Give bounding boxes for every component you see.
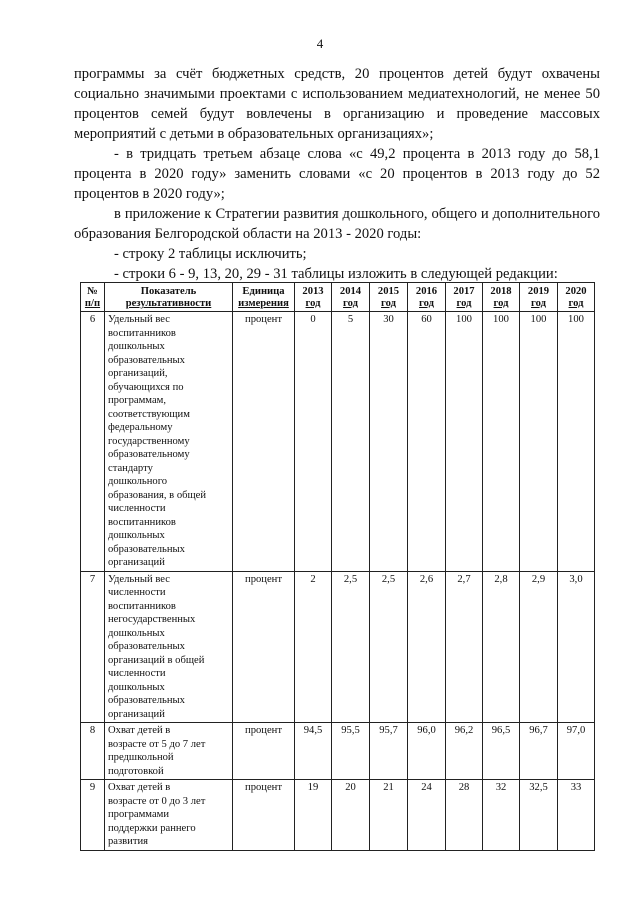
indicator-name-line: дошкольных xyxy=(108,627,165,639)
indicator-name-line: негосударственных xyxy=(108,614,196,625)
indicator-name-line: поддержки раннего xyxy=(108,822,196,834)
indicator-name xyxy=(105,312,233,572)
header-year-2015: 2015 год xyxy=(370,283,408,312)
value-cell: 19 xyxy=(295,780,332,851)
value-cell: 94,5 xyxy=(295,723,332,780)
indicator-name-line: Удельный вес xyxy=(108,314,170,325)
value-cell: 2,8 xyxy=(483,571,520,723)
indicator-name-line: дошкольных xyxy=(108,530,165,541)
header-unit: Единица измерения xyxy=(233,283,295,312)
indicator-name-line: образовательных xyxy=(108,354,185,366)
value-cell: 0 xyxy=(295,312,332,572)
header-year-2019: 2019 год xyxy=(520,283,558,312)
paragraph-appendix: в приложение к Стратегии развития дошкольного, общего и дополнительного образования Белгородской области на 2013 - 2020 годы: xyxy=(74,206,600,242)
value-cell: 2,5 xyxy=(332,571,370,723)
value-cell: 30 xyxy=(370,312,408,572)
indicator-name-line: государственному xyxy=(108,435,190,447)
header-year-2016: 2016 год xyxy=(408,283,446,312)
table-header-row xyxy=(81,283,595,312)
unit-cell: процент xyxy=(233,312,295,572)
value-cell: 2,5 xyxy=(370,571,408,723)
indicator-name-line: программами xyxy=(108,809,170,820)
paragraph-continuation: программы за счёт бюджетных средств, 20 процентов детей будут охвачены социально значимыми проектами с использованием медиатехнологий, не менее 50 процентов семей будут вовлечены в организацию и проведение массовых мероприятий с детьми в образовательных организациях»; xyxy=(74,66,600,142)
unit-cell: процент xyxy=(233,723,295,780)
value-cell: 32 xyxy=(483,780,520,851)
indicator-name-line: федеральному xyxy=(108,422,173,433)
header-year-2017: 2017 год xyxy=(446,283,483,312)
value-cell: 3,0 xyxy=(558,571,595,723)
value-cell: 96,7 xyxy=(520,723,558,780)
value-cell: 96,5 xyxy=(483,723,520,780)
indicator-name xyxy=(105,723,233,780)
indicator-name-line: численности xyxy=(108,587,166,598)
page-number: 4 xyxy=(316,36,324,51)
value-cell: 100 xyxy=(558,312,595,572)
header-indicator: Показатель результативности xyxy=(105,283,233,312)
indicator-name-line: программам, xyxy=(108,395,166,406)
indicator-name-line: стандарту xyxy=(108,462,153,474)
indicator-name xyxy=(105,780,233,851)
header-year-2020: 2020 год xyxy=(558,283,595,312)
row-number: 9 xyxy=(81,780,105,851)
indicator-name-line: возрасте от 5 до 7 лет xyxy=(108,738,206,750)
value-cell: 95,5 xyxy=(332,723,370,780)
indicator-name-line: Охват детей в xyxy=(108,725,171,736)
value-cell: 5 xyxy=(332,312,370,572)
table-row xyxy=(81,571,595,723)
indicator-name-line: организаций xyxy=(108,557,165,568)
indicator-name-line: возрасте от 0 до 3 лет xyxy=(108,795,206,807)
paragraph-remove-row: - строку 2 таблицы исключить; xyxy=(114,246,307,262)
row-number: 6 xyxy=(81,312,105,572)
value-cell: 100 xyxy=(446,312,483,572)
value-cell: 96,2 xyxy=(446,723,483,780)
indicator-name-line: воспитанников xyxy=(108,327,176,339)
indicator-name-line: воспитанников xyxy=(108,516,176,528)
indicator-name-line: Охват детей в xyxy=(108,782,171,793)
value-cell: 2 xyxy=(295,571,332,723)
header-year-2014: 2014 год xyxy=(332,283,370,312)
header-num: № п/п xyxy=(81,283,105,312)
indicator-name-line: численности xyxy=(108,503,166,514)
unit-cell: процент xyxy=(233,571,295,723)
value-cell: 21 xyxy=(370,780,408,851)
value-cell: 2,7 xyxy=(446,571,483,723)
value-cell: 2,6 xyxy=(408,571,446,723)
indicator-name-line: подготовкой xyxy=(108,765,164,777)
paragraph-amendment-33: - в тридцать третьем абзаце слова «с 49,2 процента в 2013 году до 58,1 процента в 2020 году» заменить словами «с 20 процентов в 2013 году до 52 процентов в 2020 году»; xyxy=(74,146,600,202)
indicator-name-line: образовательных xyxy=(108,695,185,706)
table-row xyxy=(81,723,595,780)
indicator-name-line: численности xyxy=(108,668,166,679)
value-cell: 32,5 xyxy=(520,780,558,851)
table-row xyxy=(81,780,595,851)
value-cell: 96,0 xyxy=(408,723,446,780)
header-year-2018: 2018 год xyxy=(483,283,520,312)
value-cell: 100 xyxy=(520,312,558,572)
value-cell: 28 xyxy=(446,780,483,851)
value-cell: 97,0 xyxy=(558,723,595,780)
indicator-name-line: образовательных xyxy=(108,641,185,652)
table-row xyxy=(81,312,595,572)
table-body xyxy=(81,312,595,851)
indicator-name-line: образовательному xyxy=(108,449,190,460)
value-cell: 33 xyxy=(558,780,595,851)
indicator-name-line: организаций, xyxy=(108,368,168,379)
unit-cell: процент xyxy=(233,780,295,851)
indicator-name-line: обучающихся по xyxy=(108,381,184,393)
value-cell: 60 xyxy=(408,312,446,572)
indicator-name-line: дошкольных xyxy=(108,681,165,693)
indicator-name-line: Удельный вес xyxy=(108,573,170,585)
indicator-name-line: образования, в общей xyxy=(108,489,207,501)
header-year-2013: 2013 год xyxy=(295,283,332,312)
indicator-name-line: развития xyxy=(108,836,149,847)
row-number: 7 xyxy=(81,571,105,723)
indicator-name-line: дошкольных xyxy=(108,341,165,352)
indicator-name-line: организаций xyxy=(108,708,165,720)
value-cell: 2,9 xyxy=(520,571,558,723)
indicator-name-line: дошкольного xyxy=(108,476,168,487)
indicator-name-line: соответствующим xyxy=(108,408,190,420)
row-number: 8 xyxy=(81,723,105,780)
indicator-name-line: образовательных xyxy=(108,543,185,555)
value-cell: 95,7 xyxy=(370,723,408,780)
value-cell: 100 xyxy=(483,312,520,572)
paragraph-rows-edit: - строки 6 - 9, 13, 20, 29 - 31 таблицы изложить в следующей редакции: xyxy=(114,266,558,282)
indicators-table xyxy=(80,282,595,851)
body-text xyxy=(74,64,600,284)
indicator-name-line: организаций в общей xyxy=(108,654,205,666)
indicator-name-line: предшкольной xyxy=(108,752,174,763)
indicator-name xyxy=(105,571,233,723)
indicator-name-line: воспитанников xyxy=(108,600,176,612)
value-cell: 24 xyxy=(408,780,446,851)
value-cell: 20 xyxy=(332,780,370,851)
